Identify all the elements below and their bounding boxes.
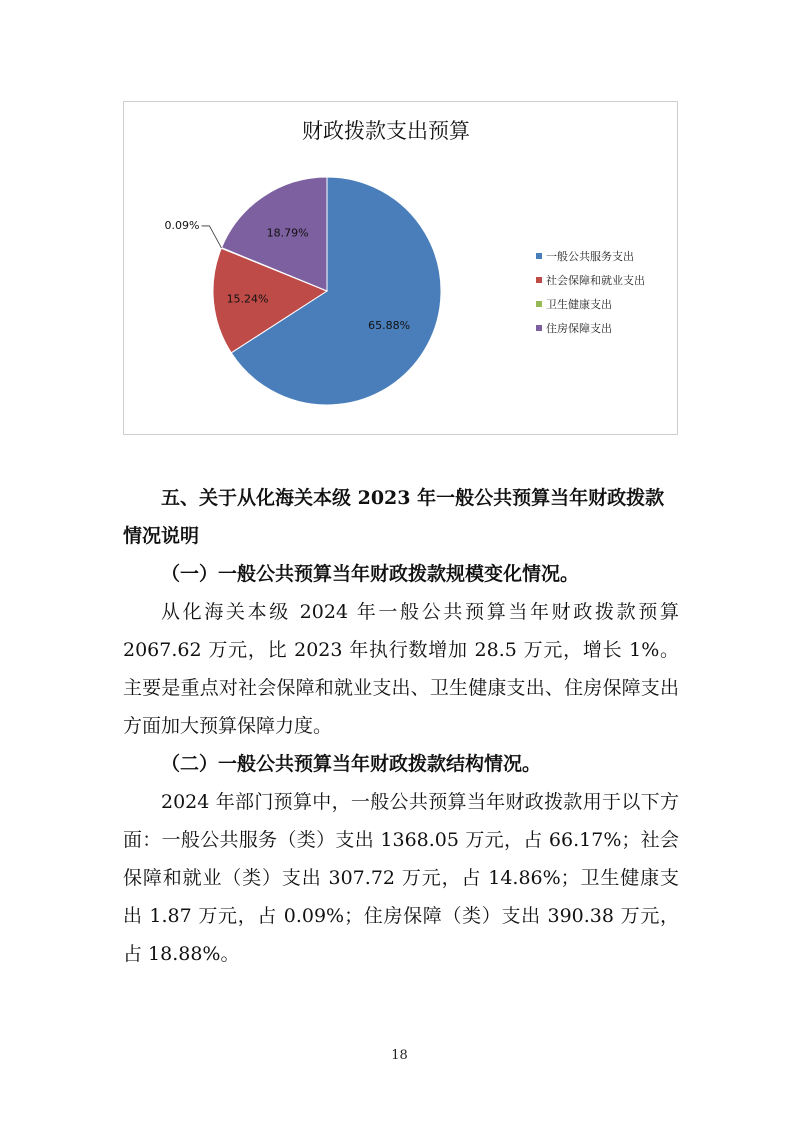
data-label-2: 15.24%	[226, 292, 269, 306]
legend-label: 社会保障和就业支出	[546, 274, 645, 287]
page-number: 18	[391, 1048, 408, 1063]
legend-label: 一般公共服务支出	[546, 250, 634, 263]
subheading-structure: （二）一般公共预算当年财政拨款结构情况。	[161, 753, 542, 775]
chart-title: 财政拨款支出预算	[302, 119, 470, 143]
legend-item	[536, 316, 645, 340]
data-label-3: 0.09%	[164, 218, 200, 232]
legend-label: 住房保障支出	[546, 322, 612, 335]
paragraph-scale: 从化海关本级 2024 年一般公共预算当年财政拨款预算 2067.62 万元，比 2023 年执行数增加 28.5 万元，增长 1%。主要是重点对社会保障和就业支出、卫生健康支出、住房保障支出方面加大预算保障力度。	[123, 601, 679, 737]
pie-chart-figure	[123, 101, 678, 435]
legend-swatch	[536, 325, 542, 331]
subheading-scale: （一）一般公共预算当年财政拨款规模变化情况。	[161, 563, 580, 585]
data-label-4: 18.79%	[266, 226, 309, 240]
legend-item	[536, 268, 645, 292]
leader-line	[201, 226, 221, 248]
legend-label: 卫生健康支出	[546, 298, 612, 311]
legend-swatch	[536, 301, 542, 307]
section-heading: 五、关于从化海关本级 2023 年一般公共预算当年财政拨款情况说明	[123, 487, 665, 547]
legend-item	[536, 292, 645, 316]
data-label-1: 65.88%	[368, 318, 411, 332]
paragraph-structure: 2024 年部门预算中，一般公共预算当年财政拨款用于以下方面：一般公共服务（类）支出 1368.05 万元，占 66.17%；社会保障和就业（类）支出 307.72 万元，占 14.86%；卫生健康支出 1.87 万元，占 0.09%；住房保障（类）支出 390.38 万元，占 18.88%。	[123, 791, 679, 965]
legend-swatch	[536, 253, 542, 259]
legend-swatch	[536, 277, 542, 283]
chart-legend	[536, 244, 645, 340]
legend-item	[536, 244, 645, 268]
